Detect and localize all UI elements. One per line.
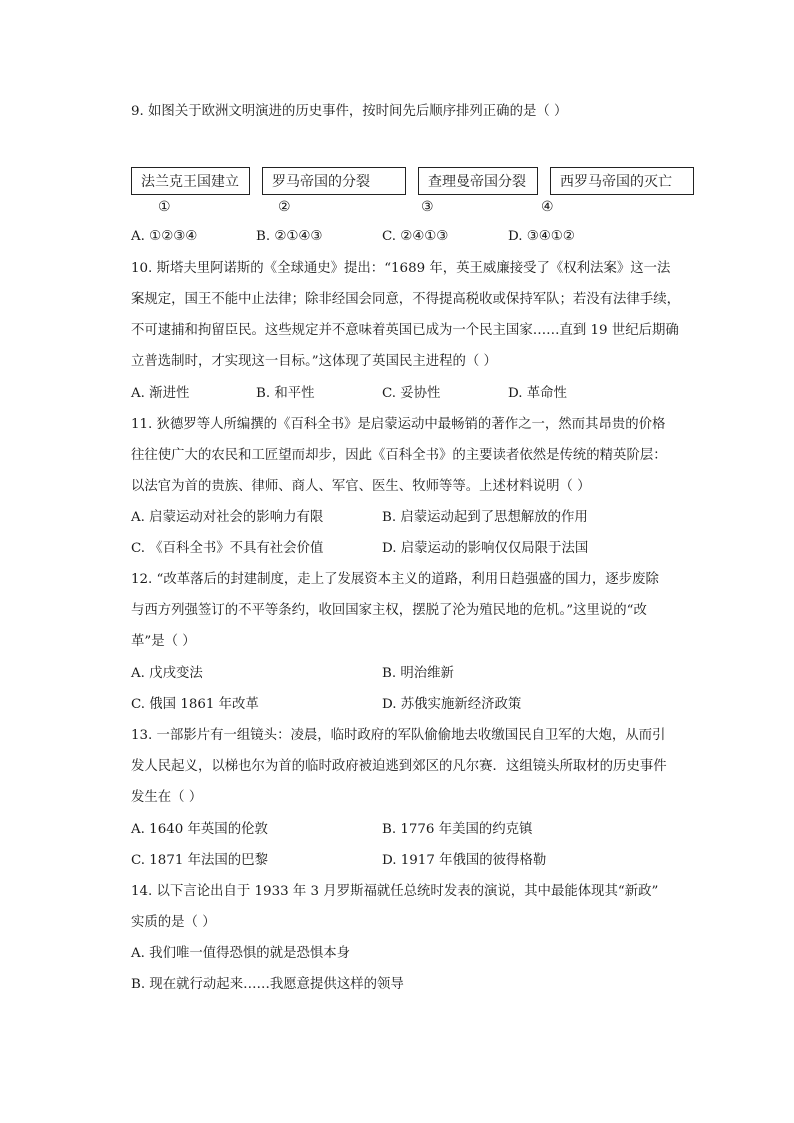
q13-line-3: 发生在（ ）: [131, 790, 203, 805]
q10-line-3: 不可逮捕和拘留臣民。这些规定并不意味着英国已成为一个民主国家……直到 19 世纪后期确: [131, 323, 679, 338]
event-number-1: ①: [158, 199, 171, 215]
q13-line-1: 13. 一部影片有一组镜头：凌晨，临时政府的军队偷偷地去收缴国民自卫军的大炮，从而引: [131, 728, 666, 743]
q11-option-c: C. 《百科全书》不具有社会价值: [131, 541, 324, 556]
q11-option-d: D. 启蒙运动的影响仅仅局限于法国: [382, 541, 589, 556]
event-box-2: 罗马帝国的分裂: [262, 167, 406, 195]
q10-line-4: 立普选制时，才实现这一目标。”这体现了英国民主进程的（ ）: [131, 354, 497, 369]
event-number-2: ②: [278, 199, 291, 215]
q9-option-b: B. ②①④③: [256, 229, 323, 244]
q9-option-d: D. ③④①②: [508, 229, 575, 244]
q10-option-b: B. 和平性: [256, 386, 315, 401]
q12-option-d: D. 苏俄实施新经济政策: [382, 697, 522, 712]
q13-line-2: 发人民起义，以梯也尔为首的临时政府被迫逃到郊区的凡尔赛．这组镜头所取材的历史事件: [131, 759, 667, 774]
q13-option-a: A. 1640 年英国的伦敦: [131, 822, 268, 837]
q12-line-2: 与西方列强签订的不平等条约，收回国家主权，摆脱了沦为殖民地的危机。”这里说的“改: [131, 603, 647, 618]
q10-line-1: 10. 斯塔夫里阿诺斯的《全球通史》提出：“1689 年，英王威廉接受了《权利法案》这一法: [131, 261, 671, 276]
q14-option-b: B. 现在就行动起来……我愿意提供这样的领导: [131, 977, 404, 992]
q9-option-a: A. ①②③④: [131, 229, 198, 244]
event-box-3: 查理曼帝国分裂: [418, 167, 538, 195]
q14-option-a: A. 我们唯一值得恐惧的就是恐惧本身: [131, 946, 351, 961]
q12-option-b: B. 明治维新: [382, 666, 454, 681]
event-box-4: 西罗马帝国的灭亡: [550, 167, 694, 195]
q13-option-d: D. 1917 年俄国的彼得格勒: [382, 853, 547, 868]
q10-option-c: C. 妥协性: [382, 386, 441, 401]
q14-line-1: 14. 以下言论出自于 1933 年 3 月罗斯福就任总统时发表的演说，其中最能体现其“新政”: [131, 884, 659, 899]
q10-option-a: A. 渐进性: [131, 386, 190, 401]
q12-option-c: C. 俄国 1861 年改革: [131, 697, 259, 712]
event-number-3: ③: [421, 199, 434, 215]
q12-line-3: 革”是（ ）: [131, 634, 196, 649]
q12-option-a: A. 戊戌变法: [131, 666, 203, 681]
q10-option-d: D. 革命性: [508, 386, 567, 401]
q11-option-b: B. 启蒙运动起到了思想解放的作用: [382, 510, 588, 525]
event-number-4: ④: [541, 199, 554, 215]
q9-option-c: C. ②④①③: [382, 229, 449, 244]
q14-line-2: 实质的是（ ）: [131, 915, 216, 930]
event-box-1: 法兰克王国建立: [131, 167, 250, 195]
q12-line-1: 12. “改革落后的封建制度，走上了发展资本主义的道路，利用日趋强盛的国力，逐步废除: [131, 572, 659, 587]
q11-line-3: 以法官为首的贵族、律师、商人、军官、医生、牧师等等。上述材料说明（ ）: [131, 479, 591, 494]
q11-line-2: 往往使广大的农民和工匠望而却步，因此《百科全书》的主要读者依然是传统的精英阶层：: [131, 448, 667, 463]
q13-option-c: C. 1871 年法国的巴黎: [131, 853, 268, 868]
q11-option-a: A. 启蒙运动对社会的影响力有限: [131, 510, 324, 525]
q11-line-1: 11. 狄德罗等人所编撰的《百科全书》是启蒙运动中最畅销的著作之一，然而其昂贵的价格: [131, 417, 666, 432]
q10-line-2: 案规定，国王不能中止法律；除非经国会同意，不得提高税收或保持军队；若没有法律手续，: [131, 292, 681, 307]
q13-option-b: B. 1776 年美国的约克镇: [382, 822, 533, 837]
q9-stem: 9. 如图关于欧洲文明演进的历史事件，按时间先后顺序排列正确的是（ ）: [131, 104, 568, 119]
